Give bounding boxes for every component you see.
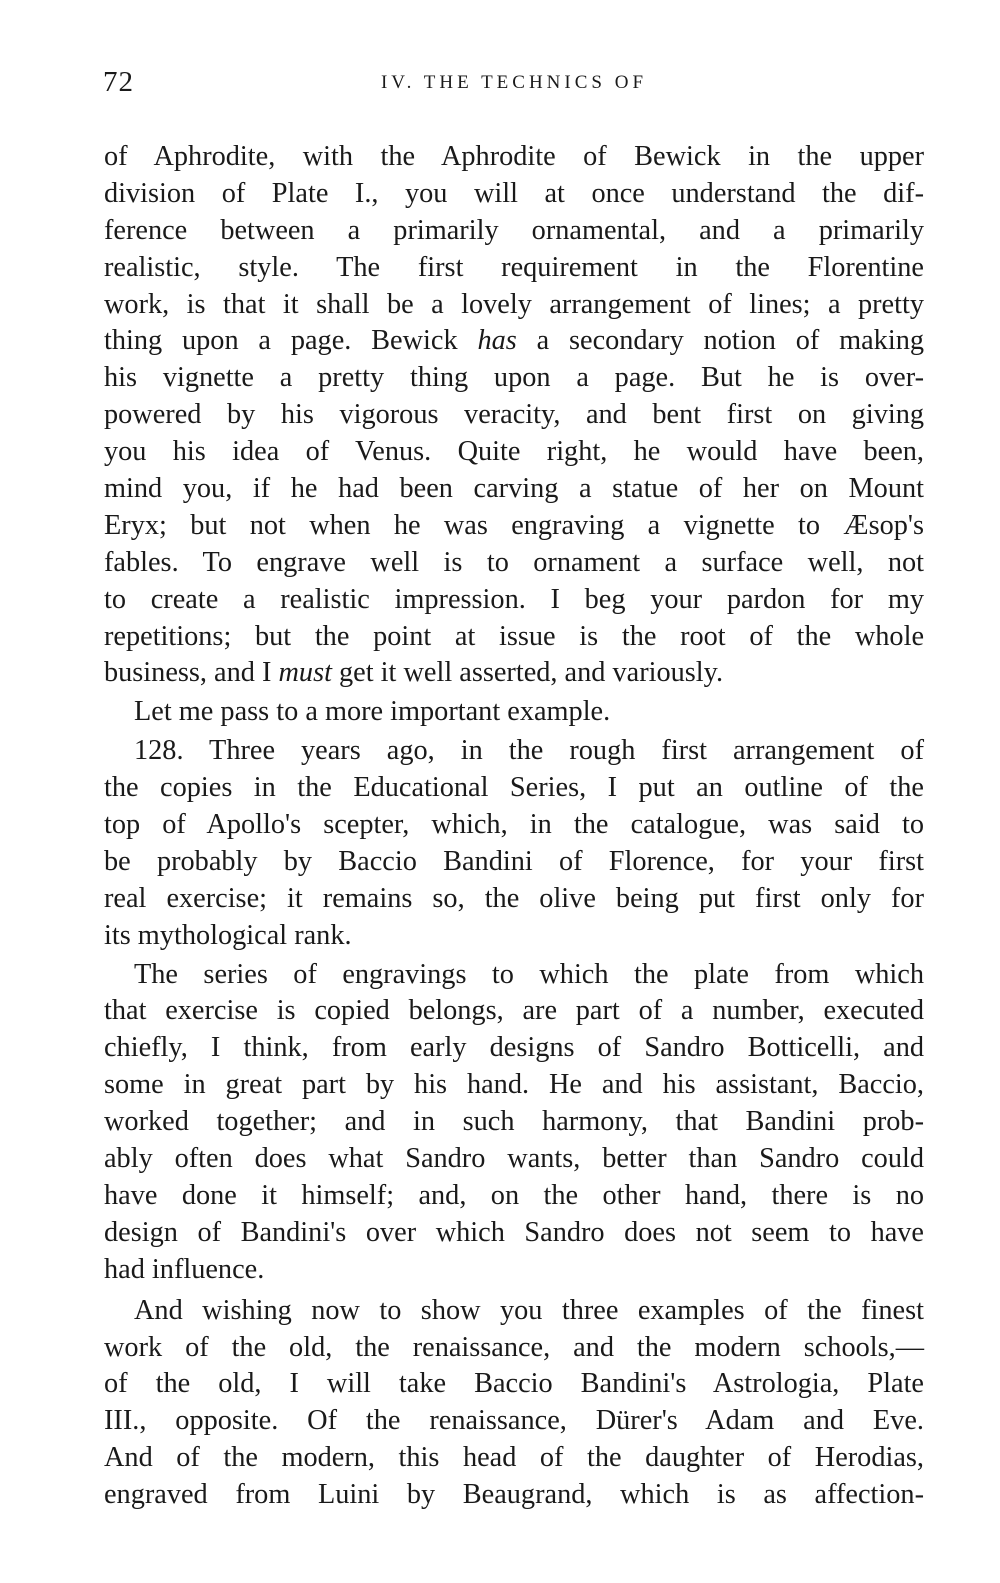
paragraph-4 bbox=[104, 957, 924, 1289]
text-line: of the old, I will take Baccio Bandini's Astrologia, Plate bbox=[104, 1368, 924, 1400]
text-line: worked together; and in such harmony, that Bandini prob- bbox=[104, 1106, 924, 1138]
text-line: And of the modern, this head of the daughter of Herodias, bbox=[104, 1442, 924, 1474]
text-line: work of the old, the renaissance, and the modern schools,— bbox=[104, 1331, 924, 1363]
paragraph-1 bbox=[104, 139, 924, 692]
text-fragment: get it well asserted, and variously. bbox=[339, 657, 724, 689]
text-line: chiefly, I think, from early designs of Sandro Botticelli, and bbox=[104, 1032, 924, 1064]
text-line: that exercise is copied belongs, are part of a number, executed bbox=[104, 995, 924, 1027]
text-line: some in great part by his hand. He and his assistant, Baccio, bbox=[104, 1069, 924, 1101]
text-fragment: thing upon a page. Bewick bbox=[104, 325, 458, 357]
text-line: had influence. bbox=[104, 1253, 265, 1285]
page-number: 72 bbox=[103, 66, 134, 98]
text-line-mixed bbox=[104, 323, 924, 360]
text-line: design of Bandini's over which Sandro does not seem to have bbox=[104, 1216, 924, 1248]
text-line: ference between a primarily ornamental, and a primarily bbox=[104, 214, 924, 246]
paragraph-5 bbox=[104, 1293, 924, 1514]
text-line: have done it himself; and, on the other hand, there is no bbox=[104, 1179, 924, 1211]
text-line: to create a realistic impression. I beg your pardon for my bbox=[104, 583, 924, 615]
running-title: IV. THE TECHNICS OF bbox=[380, 72, 648, 93]
text-body bbox=[104, 139, 924, 1514]
text-line-mixed bbox=[104, 655, 924, 692]
text-line: mind you, if he had been carving a statue of her on Mount bbox=[104, 473, 924, 505]
text-line: of Aphrodite, with the Aphrodite of Bewick in the upper bbox=[104, 141, 924, 172]
text-line: engraved from Luini by Beaugrand, which is as affection- bbox=[104, 1479, 924, 1511]
text-line: division of Plate I., you will at once understand the dif- bbox=[104, 177, 924, 209]
italic-word: has bbox=[477, 325, 517, 357]
text-line: 128. Three years ago, in the rough first arrangement of bbox=[134, 735, 924, 767]
text-line: you his idea of Venus. Quite right, he would have been, bbox=[104, 436, 924, 468]
paragraph-3 bbox=[104, 733, 924, 954]
paragraph-2 bbox=[104, 694, 924, 731]
text-line: realistic, style. The first requirement in the Florentine bbox=[104, 251, 924, 283]
text-fragment: business, and I bbox=[104, 657, 272, 689]
text-line: And wishing now to show you three examples of the finest bbox=[134, 1294, 924, 1326]
italic-word: must bbox=[278, 657, 332, 689]
text-line: fables. To engrave well is to ornament a surface well, not bbox=[104, 546, 924, 578]
text-line: top of Apollo's scepter, which, in the catalogue, was said to bbox=[104, 809, 924, 841]
text-line: Let me pass to a more important example. bbox=[134, 696, 611, 728]
text-line: powered by his vigorous veracity, and bent first on giving bbox=[104, 399, 924, 431]
text-line: its mythological rank. bbox=[104, 919, 352, 951]
text-fragment: a secondary notion of making bbox=[536, 325, 924, 357]
text-line: Eryx; but not when he was engraving a vignette to Æsop's bbox=[104, 509, 924, 541]
text-line: the copies in the Educational Series, I put an outline of the bbox=[104, 772, 924, 804]
running-head bbox=[103, 66, 925, 106]
text-line: real exercise; it remains so, the olive being put first only for bbox=[104, 882, 924, 914]
text-line: III., opposite. Of the renaissance, Dürer's Adam and Eve. bbox=[104, 1405, 924, 1437]
text-line: his vignette a pretty thing upon a page. But he is over- bbox=[104, 362, 924, 394]
text-line: be probably by Baccio Bandini of Florence, for your first bbox=[104, 845, 924, 877]
text-line: ably often does what Sandro wants, better than Sandro could bbox=[104, 1143, 924, 1175]
text-line: work, is that it shall be a lovely arrangement of lines; a pretty bbox=[104, 288, 924, 320]
text-line: repetitions; but the point at issue is the root of the whole bbox=[104, 620, 924, 652]
text-line: The series of engravings to which the plate from which bbox=[134, 958, 924, 990]
